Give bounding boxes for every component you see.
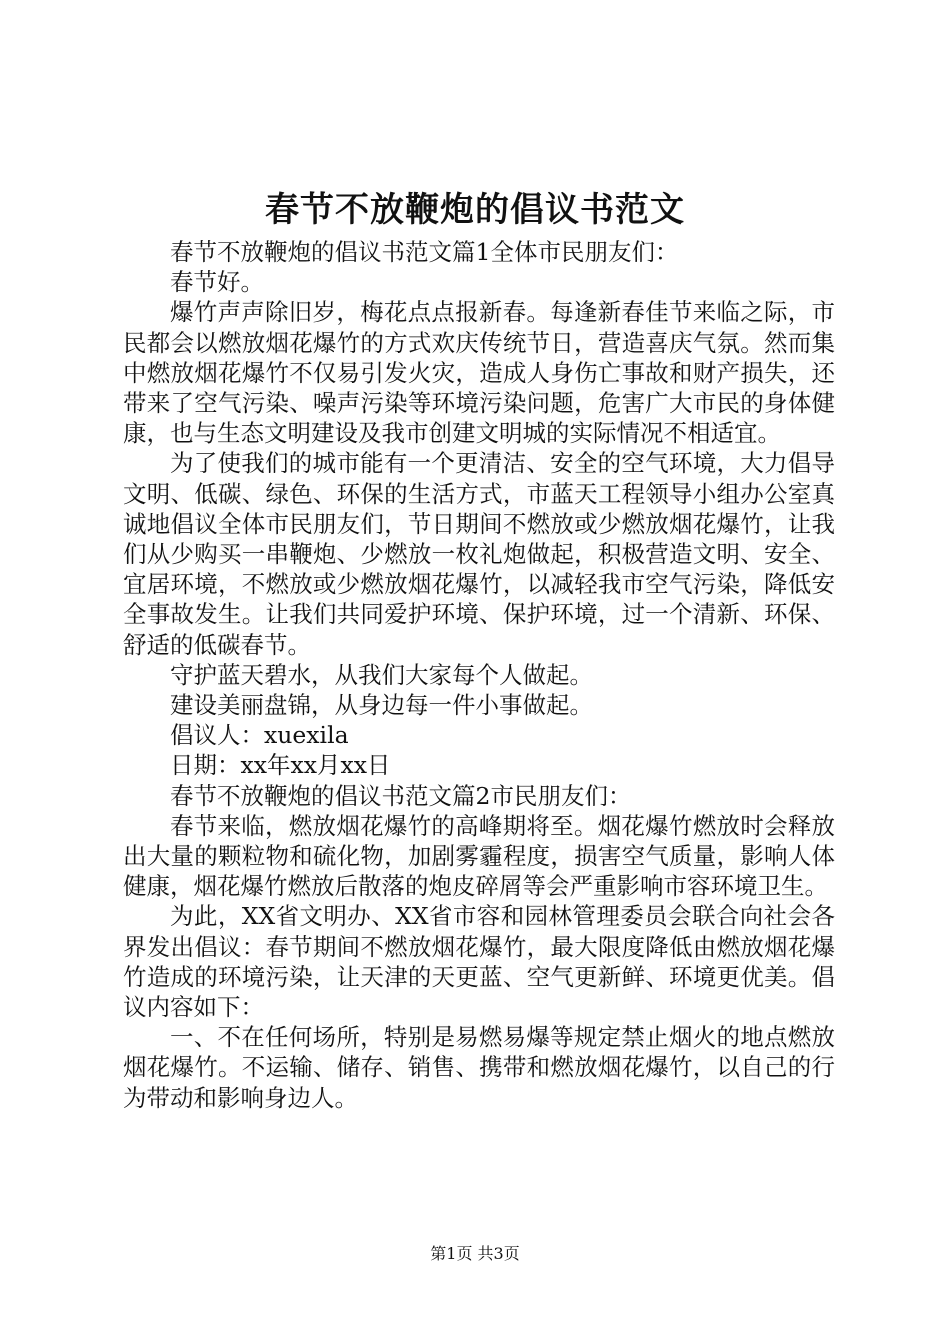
paragraph-6: 建设美丽盘锦，从身边每一件小事做起。 bbox=[170, 691, 593, 720]
document-title: 春节不放鞭炮的倡议书范文 bbox=[265, 190, 685, 230]
paragraph-12: 一、不在任何场所，特别是易燃易爆等规定禁止烟火的地点燃放烟花爆竹。不运输、储存、销售、携带和燃放烟花爆竹，以自己的行为带动和影响身边人。 bbox=[123, 1023, 835, 1112]
paragraph-4: 为了使我们的城市能有一个更清洁、安全的空气环境，大力倡导文明、低碳、绿色、环保的生活方式，市蓝天工程领导小组办公室真诚地倡议全体市民朋友们，节日期间不燃放或少燃放烟花爆竹，让我们从少购买一串鞭炮、少燃放一枚礼炮做起，积极营造文明、安全、宜居环境，不燃放或少燃放烟花爆竹，以减轻我市空气污染，降低安全事故发生。让我们共同爱护环境、保护环境，过一个清新、环保、舒适的低碳春节。 bbox=[123, 449, 835, 659]
paragraph-3: 爆竹声声除旧岁，梅花点点报新春。每逢新春佳节来临之际，市民都会以燃放烟花爆竹的方式欢庆传统节日，营造喜庆气氛。然而集中燃放烟花爆竹不仅易引发火灾，造成人身伤亡事故和财产损失，还带来了空气污染、噪声污染等环境污染问题，危害广大市民的身体健康，也与生态文明建设及我市创建文明城的实际情况不相适宜。 bbox=[123, 298, 835, 448]
paragraph-11: 为此，XX省文明办、XX省市容和园林管理委员会联合向社会各界发出倡议：春节期间不燃放烟花爆竹，最大限度降低由燃放烟花爆竹造成的环境污染，让天津的天更蓝、空气更新鲜、环境更优美。倡议内容如下： bbox=[123, 902, 835, 1022]
paragraph-1: 春节不放鞭炮的倡议书范文篇1全体市民朋友们： bbox=[170, 238, 679, 266]
paragraph-8: 日期：xx年xx月xx日 bbox=[170, 751, 391, 780]
paragraph-7: 倡议人：xuexila bbox=[170, 721, 349, 750]
document-body bbox=[123, 237, 835, 1113]
paragraph-5: 守护蓝天碧水，从我们大家每个人做起。 bbox=[170, 660, 593, 689]
page-footer: 第1页 共3页 bbox=[430, 1244, 520, 1263]
paragraph-10: 春节来临，燃放烟花爆竹的高峰期将至。烟花爆竹燃放时会释放出大量的颗粒物和硫化物，加剧雾霾程度，损害空气质量，影响人体健康，烟花爆竹燃放后散落的炮皮碎屑等会严重影响市容环境卫生。 bbox=[123, 811, 835, 901]
paragraph-2: 春节好。 bbox=[170, 268, 264, 297]
paragraph-9: 春节不放鞭炮的倡议书范文篇2市民朋友们： bbox=[170, 781, 632, 810]
